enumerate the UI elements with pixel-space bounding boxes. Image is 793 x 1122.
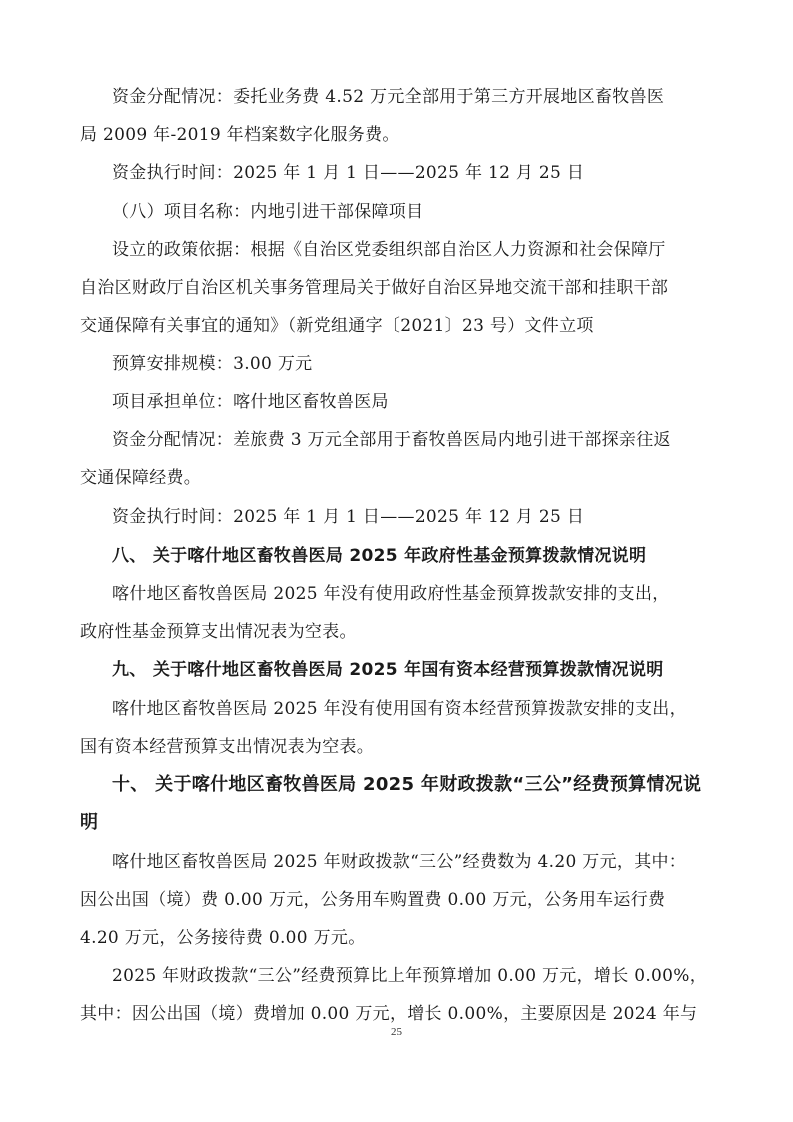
document-page xyxy=(80,0,720,1122)
paragraph-line: 交通保障经费。 xyxy=(80,468,202,488)
paragraph-line: 资金执行时间：2025 年 1 月 1 日——2025 年 12 月 25 日 xyxy=(112,507,585,527)
section-heading-9: 九、 关于喀什地区畜牧兽医局 2025 年国有资本经营预算拨款情况说明 xyxy=(112,660,664,680)
paragraph-line: 2025 年财政拨款“三公”经费预算比上年预算增加 0.00 万元，增长 0.00%， xyxy=(112,966,708,986)
section-heading-10-continued: 明 xyxy=(80,812,99,833)
paragraph-line: 局 2009 年-2019 年档案数字化服务费。 xyxy=(80,125,400,145)
page-number: 25 xyxy=(391,1026,402,1038)
paragraph-line: 喀什地区畜牧兽医局 2025 年没有使用政府性基金预算拨款安排的支出， xyxy=(112,584,670,604)
paragraph-line: 资金执行时间：2025 年 1 月 1 日——2025 年 12 月 25 日 xyxy=(112,163,585,183)
paragraph-line: 政府性基金预算支出情况表为空表。 xyxy=(80,622,357,642)
section-heading-10: 十、 关于喀什地区畜牧兽医局 2025 年财政拨款“三公”经费预算情况说 xyxy=(112,774,702,795)
paragraph-line: 因公出国（境）费 0.00 万元，公务用车购置费 0.00 万元，公务用车运行费 xyxy=(80,890,666,910)
paragraph-line: 其中：因公出国（境）费增加 0.00 万元，增长 0.00%，主要原因是 2024 年与 xyxy=(80,1004,698,1024)
paragraph-line: 资金分配情况：委托业务费 4.52 万元全部用于第三方开展地区畜牧兽医 xyxy=(112,87,665,107)
paragraph-line: 国有资本经营预算支出情况表为空表。 xyxy=(80,737,375,757)
paragraph-line: 项目承担单位：喀什地区畜牧兽医局 xyxy=(112,392,389,412)
section-heading-8: 八、 关于喀什地区畜牧兽医局 2025 年政府性基金预算拨款情况说明 xyxy=(112,546,647,566)
paragraph-line: 4.20 万元，公务接待费 0.00 万元。 xyxy=(80,928,366,948)
paragraph-line: 资金分配情况：差旅费 3 万元全部用于畜牧兽医局内地引进干部探亲往返 xyxy=(112,430,671,450)
paragraph-line: 自治区财政厅自治区机关事务管理局关于做好自治区异地交流干部和挂职干部 xyxy=(80,278,669,298)
paragraph-line: 预算安排规模：3.00 万元 xyxy=(112,354,313,374)
paragraph-line: 喀什地区畜牧兽医局 2025 年没有使用国有资本经营预算拨款安排的支出， xyxy=(112,699,687,719)
paragraph-line: 交通保障有关事宜的通知》（新党组通字〔2021〕23 号）文件立项 xyxy=(80,316,594,336)
paragraph-line: 设立的政策依据：根据《自治区党委组织部自治区人力资源和社会保障厅 xyxy=(112,240,666,260)
subsection-title: （八）项目名称：内地引进干部保障项目 xyxy=(112,202,424,222)
paragraph-line: 喀什地区畜牧兽医局 2025 年财政拨款“三公”经费数为 4.20 万元，其中： xyxy=(112,852,687,872)
